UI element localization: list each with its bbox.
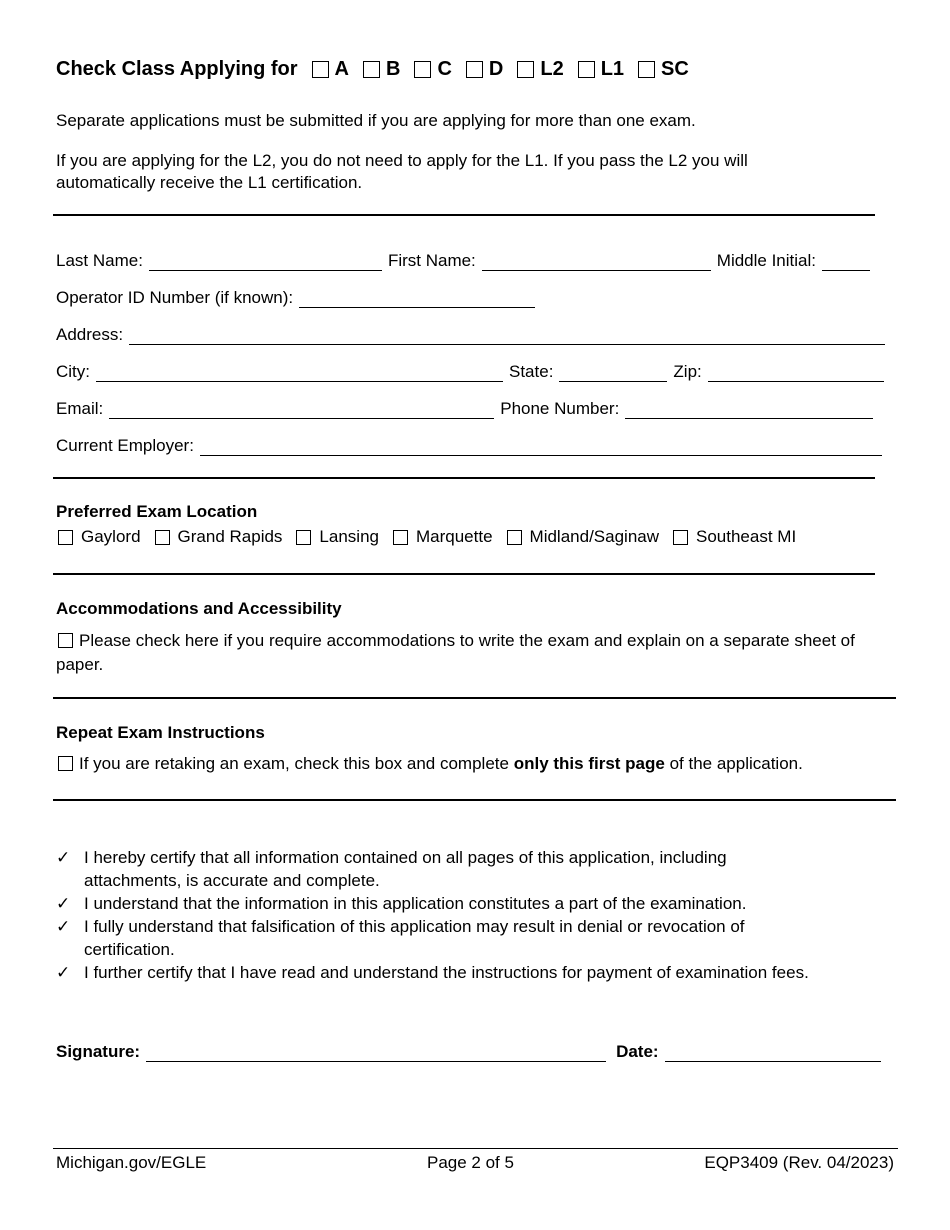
checkmark-icon: ✓: [56, 894, 71, 913]
address-field[interactable]: [129, 326, 885, 345]
phone-label: Phone Number:: [500, 399, 620, 418]
class-selection-row: [56, 58, 689, 81]
middle-initial-label: Middle Initial:: [716, 251, 816, 270]
checkbox-icon[interactable]: [517, 61, 534, 78]
employer-label: Current Employer:: [56, 436, 194, 455]
divider: [53, 214, 875, 216]
intro-l2-note: If you are applying for the L2, you do not need to apply for the L1. If you pass the L2 you will automatically receive the L1 certification.: [56, 151, 748, 192]
city-label: City:: [56, 362, 90, 381]
email-field[interactable]: [109, 400, 494, 419]
middle-initial-field[interactable]: [822, 252, 870, 271]
checkbox-icon[interactable]: [673, 530, 688, 545]
checkbox-icon[interactable]: [155, 530, 170, 545]
footer-page-number: Page 2 of 5: [427, 1153, 514, 1172]
operator-id-label: Operator ID Number (if known):: [56, 288, 294, 307]
checkmark-icon: ✓: [56, 963, 71, 982]
signature-label: Signature:: [56, 1042, 141, 1061]
email-phone-row: [56, 397, 873, 419]
location-option-lansing[interactable]: Lansing: [296, 527, 379, 547]
zip-field[interactable]: [708, 363, 884, 382]
class-option-d[interactable]: D: [466, 58, 503, 81]
address-row: [56, 323, 885, 345]
accommodations-row: [56, 629, 886, 677]
repeat-text-after: of the application.: [669, 754, 803, 773]
phone-field[interactable]: [625, 400, 873, 419]
location-options: [58, 527, 810, 547]
first-name-field[interactable]: [482, 252, 711, 271]
divider: [53, 573, 875, 575]
checkbox-icon[interactable]: [466, 61, 483, 78]
operator-id-row: [56, 286, 541, 308]
signature-field[interactable]: [146, 1043, 606, 1062]
last-name-label: Last Name:: [56, 251, 143, 270]
checkbox-icon[interactable]: [296, 530, 311, 545]
intro-separate-applications: Separate applications must be submitted if you are applying for more than one exam.: [56, 111, 696, 130]
class-option-c[interactable]: C: [414, 58, 451, 81]
location-option-marquette[interactable]: Marquette: [393, 527, 493, 547]
repeat-text-before: If you are retaking an exam, check this box and complete: [79, 754, 509, 773]
city-state-zip-row: [56, 360, 884, 382]
accommodations-text: Please check here if you require accommodations to write the exam and explain on a separate sheet of paper.: [56, 631, 855, 674]
date-field[interactable]: [665, 1043, 881, 1062]
class-option-l2[interactable]: L2: [517, 58, 563, 81]
accommodations-checkbox[interactable]: [58, 633, 73, 648]
email-label: Email:: [56, 399, 104, 418]
state-field[interactable]: [559, 363, 667, 382]
signature-row: [56, 1040, 881, 1062]
certification-item: ✓ I fully understand that falsification of this application may result in denial or revocation of certification.: [56, 917, 745, 959]
divider: [53, 799, 896, 801]
first-name-label: First Name:: [387, 251, 476, 270]
operator-id-field[interactable]: [299, 289, 535, 308]
class-option-a[interactable]: A: [312, 58, 349, 81]
city-field[interactable]: [96, 363, 503, 382]
employer-field[interactable]: [200, 437, 882, 456]
last-name-field[interactable]: [149, 252, 382, 271]
checkbox-icon[interactable]: [312, 61, 329, 78]
footer-website: Michigan.gov/EGLE: [56, 1153, 207, 1172]
divider: [53, 697, 896, 699]
checkbox-icon[interactable]: [363, 61, 380, 78]
zip-label: Zip:: [673, 362, 702, 381]
location-option-grand-rapids[interactable]: Grand Rapids: [155, 527, 283, 547]
repeat-heading: Repeat Exam Instructions: [56, 723, 265, 742]
accommodations-heading: Accommodations and Accessibility: [56, 599, 342, 618]
repeat-text-bold: only this first page: [513, 754, 665, 773]
checkbox-icon[interactable]: [578, 61, 595, 78]
location-heading: Preferred Exam Location: [56, 502, 258, 521]
footer-rule: [53, 1148, 898, 1149]
address-label: Address:: [56, 325, 124, 344]
location-option-midland-saginaw[interactable]: Midland/Saginaw: [507, 527, 659, 547]
checkbox-icon[interactable]: [507, 530, 522, 545]
state-label: State:: [509, 362, 554, 381]
checkmark-icon: ✓: [56, 848, 71, 867]
repeat-row: [56, 753, 803, 775]
repeat-checkbox[interactable]: [58, 756, 73, 771]
class-title: Check Class Applying for: [56, 58, 298, 80]
date-label: Date:: [616, 1042, 659, 1061]
footer-form-number: EQP3409 (Rev. 04/2023): [704, 1153, 894, 1172]
name-row: [56, 249, 870, 271]
certification-item: ✓ I understand that the information in this application constitutes a part of the examination.: [56, 894, 747, 913]
checkmark-icon: ✓: [56, 917, 71, 936]
checkbox-icon[interactable]: [414, 61, 431, 78]
checkbox-icon[interactable]: [638, 61, 655, 78]
certification-item: ✓ I hereby certify that all information contained on all pages of this application, including attachments, is accurate and complete.: [56, 848, 727, 890]
class-option-l1[interactable]: L1: [578, 58, 624, 81]
certification-list: [56, 846, 896, 984]
divider: [53, 477, 875, 479]
certification-item: ✓ I further certify that I have read and understand the instructions for payment of examination fees.: [56, 963, 809, 982]
checkbox-icon[interactable]: [58, 530, 73, 545]
location-option-southeast-mi[interactable]: Southeast MI: [673, 527, 796, 547]
location-option-gaylord[interactable]: Gaylord: [58, 527, 141, 547]
class-option-sc[interactable]: SC: [638, 58, 689, 81]
class-option-b[interactable]: B: [363, 58, 400, 81]
checkbox-icon[interactable]: [393, 530, 408, 545]
employer-row: [56, 434, 882, 456]
